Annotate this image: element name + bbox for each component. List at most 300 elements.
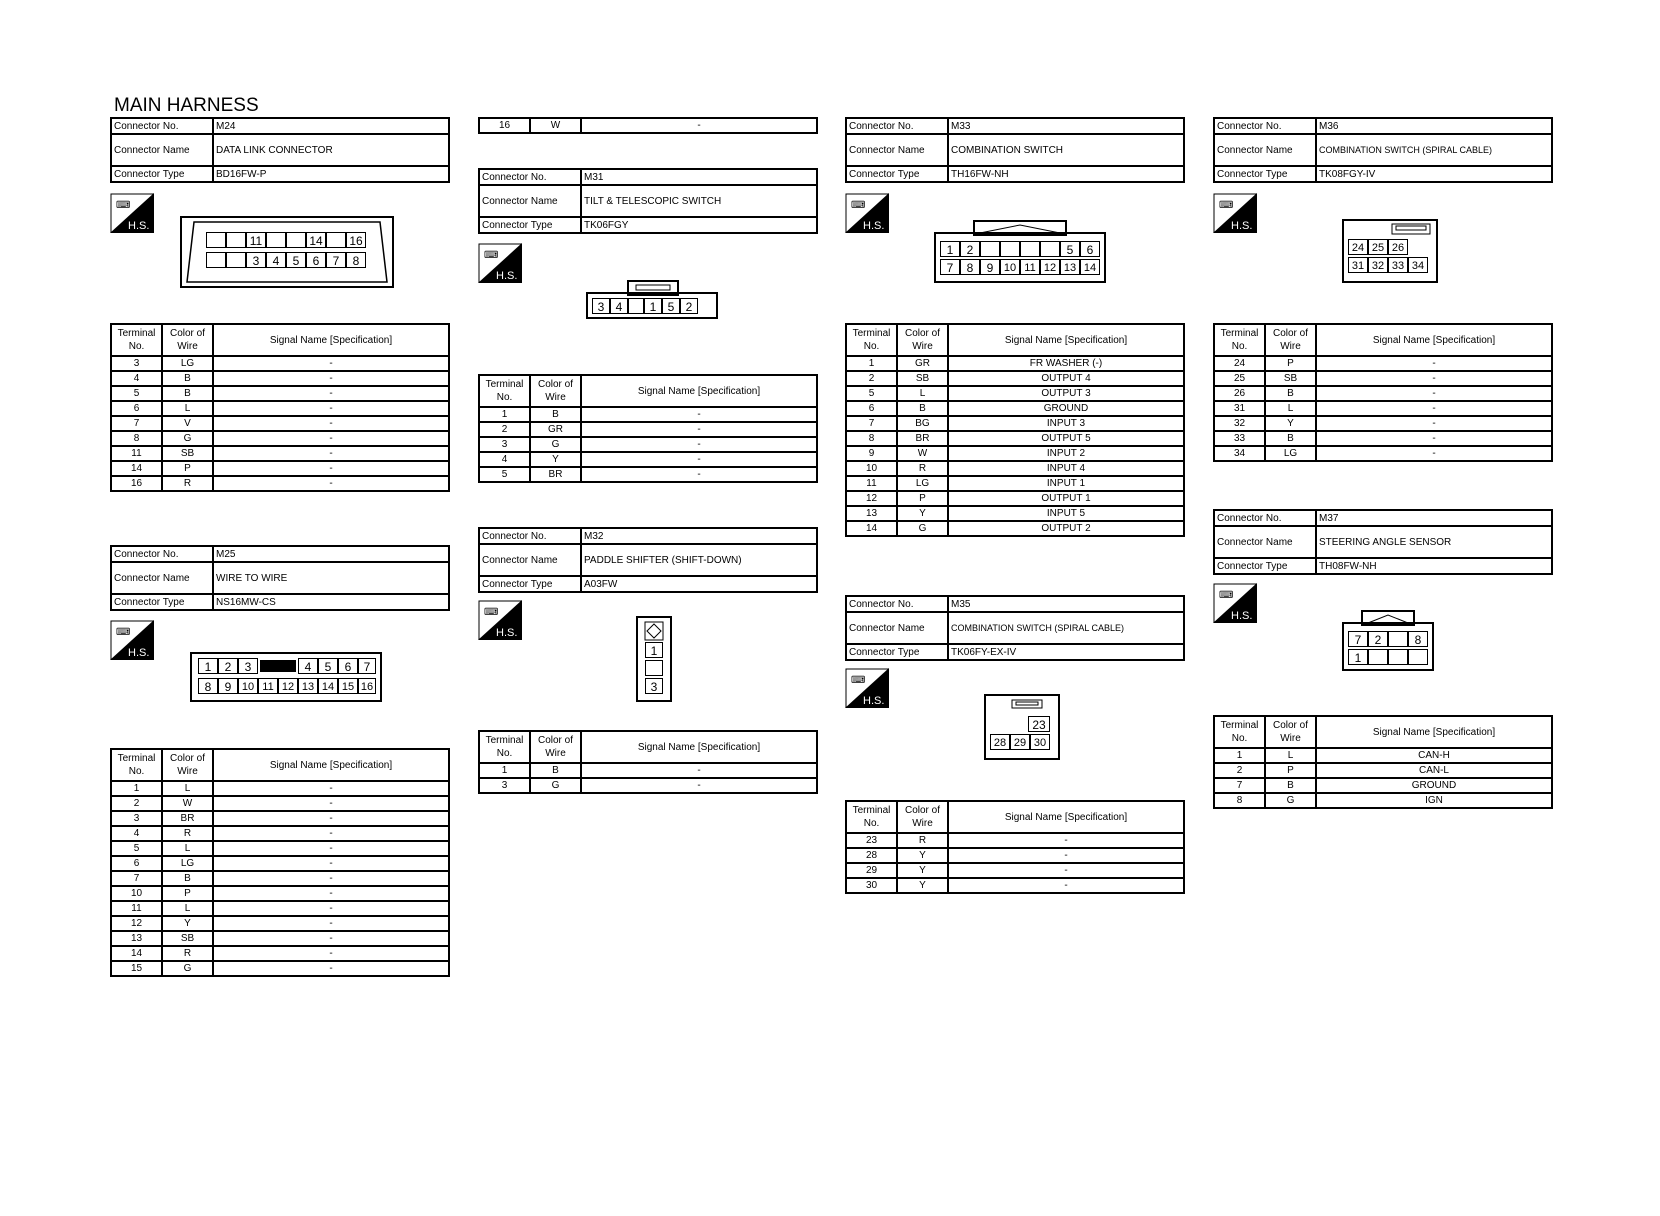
pin: 14 (306, 232, 326, 248)
connector-no: M33 (948, 118, 1184, 134)
pin: 16 (358, 678, 376, 694)
svg-text:H.S.: H.S. (863, 220, 885, 232)
table-row (111, 431, 449, 446)
label-connector-name: Connector Name (1214, 134, 1316, 166)
wire-color-cell: L (162, 401, 213, 416)
pin: 13 (1060, 259, 1080, 275)
terminal-table-m31 (478, 374, 818, 483)
terminal-no-cell: 24 (1214, 356, 1265, 371)
wire-color-cell: LG (897, 476, 948, 491)
header-terminal-no: Terminal No. (479, 731, 530, 763)
signal-name-cell: - (581, 437, 817, 452)
pin: 8 (198, 678, 218, 694)
pin: 8 (960, 259, 980, 275)
signal-name-cell: - (213, 446, 449, 461)
signal-name-cell: - (213, 871, 449, 886)
wire-color-cell: Y (530, 452, 581, 467)
connector-type: A03FW (581, 576, 817, 592)
svg-text:⌨: ⌨ (1219, 590, 1234, 601)
signal-name-cell: - (581, 422, 817, 437)
wire-color-cell: Y (1265, 416, 1316, 431)
svg-text:H.S.: H.S. (496, 627, 518, 639)
header-signal-name: Signal Name [Specification] (581, 375, 817, 407)
label-connector-name: Connector Name (479, 185, 581, 217)
pin: 15 (338, 678, 358, 694)
pin: 9 (980, 259, 1000, 275)
header-terminal-no: Terminal No. (111, 749, 162, 781)
signal-name-cell: - (581, 763, 817, 778)
table-row (1214, 778, 1552, 793)
connector-no: M24 (213, 118, 449, 134)
signal-name-cell: - (1316, 446, 1552, 461)
terminal-no-cell: 14 (846, 521, 897, 536)
terminal-no-cell: 1 (846, 356, 897, 371)
wire-color-cell: P (162, 461, 213, 476)
pin: 5 (662, 298, 680, 314)
table-row (846, 431, 1184, 446)
svg-text:⌨: ⌨ (116, 627, 131, 638)
table-row (1214, 793, 1552, 808)
label-connector-type: Connector Type (846, 166, 948, 182)
wire-color-cell: BR (530, 467, 581, 482)
signal-name-cell: - (948, 833, 1184, 848)
svg-text:H.S.: H.S. (863, 695, 885, 707)
signal-name-cell: - (213, 916, 449, 931)
terminal-no-cell: 11 (111, 901, 162, 916)
connector-m36-diagram (1342, 219, 1438, 283)
signal-name-cell: - (1316, 371, 1552, 386)
terminal-no-cell: 13 (111, 931, 162, 946)
connector-m32-header (478, 527, 818, 593)
connector-m31-diagram (586, 279, 718, 319)
terminal-table-m24 (110, 323, 450, 492)
signal-name-cell: INPUT 2 (948, 446, 1184, 461)
table-row (111, 841, 449, 856)
connector-m35-header (845, 595, 1185, 661)
wire-color-cell: B (162, 386, 213, 401)
signal-name-cell: GROUND (948, 401, 1184, 416)
wire-color-cell: P (897, 491, 948, 506)
signal-name-cell: - (213, 461, 449, 476)
signal-name-cell: - (213, 781, 449, 796)
wire-color-cell: BR (897, 431, 948, 446)
svg-text:⌨: ⌨ (484, 607, 499, 618)
header-color-of-wire: Color of Wire (897, 324, 948, 356)
label-connector-type: Connector Type (479, 217, 581, 233)
signal-name-cell: OUTPUT 5 (948, 431, 1184, 446)
table-row (1214, 431, 1552, 446)
signal-name-cell: - (581, 467, 817, 482)
harness-side-icon (478, 600, 522, 640)
signal-name-cell: - (213, 401, 449, 416)
table-row (479, 407, 817, 422)
table-row (111, 811, 449, 826)
label-connector-type: Connector Type (479, 576, 581, 592)
connector-type: TH08FW-NH (1316, 558, 1552, 574)
terminal-no-cell: 7 (1214, 778, 1265, 793)
svg-text:H.S.: H.S. (496, 270, 518, 282)
header-color-of-wire: Color of Wire (530, 731, 581, 763)
connector-m35-diagram (984, 694, 1060, 760)
connector-type: BD16FW-P (213, 166, 449, 182)
header-signal-name: Signal Name [Specification] (948, 801, 1184, 833)
label-connector-type: Connector Type (111, 594, 213, 610)
terminal-table-m33 (845, 323, 1185, 537)
pin: 23 (1028, 716, 1050, 732)
connector-m37-diagram (1342, 609, 1434, 671)
signal-name-cell: - (1316, 416, 1552, 431)
connector-name: STEERING ANGLE SENSOR (1316, 526, 1552, 558)
connector-no: M32 (581, 528, 817, 544)
pin: 2 (680, 298, 698, 314)
page-title: MAIN HARNESS (114, 95, 259, 116)
terminal-table-m37 (1213, 715, 1553, 809)
wire-color-cell: R (162, 826, 213, 841)
header-signal-name: Signal Name [Specification] (1316, 324, 1552, 356)
pin: 30 (1030, 734, 1050, 750)
signal-name-cell: - (213, 826, 449, 841)
terminal-no-cell: 10 (111, 886, 162, 901)
signal-name-cell: OUTPUT 1 (948, 491, 1184, 506)
wire-color-cell: LG (162, 356, 213, 371)
label-connector-name: Connector Name (111, 562, 213, 594)
pin: 12 (1040, 259, 1060, 275)
table-row (111, 826, 449, 841)
connector-m36-header (1213, 117, 1553, 183)
signal-name-cell: - (581, 407, 817, 422)
signal-name-cell: - (213, 961, 449, 976)
pin: 6 (306, 252, 326, 268)
terminal-no-cell: 8 (1214, 793, 1265, 808)
signal-name-cell: OUTPUT 3 (948, 386, 1184, 401)
label-connector-no: Connector No. (1214, 118, 1316, 134)
table-row (111, 401, 449, 416)
header-signal-name: Signal Name [Specification] (948, 324, 1184, 356)
label-connector-name: Connector Name (846, 134, 948, 166)
signal-name-cell: - (213, 431, 449, 446)
pin: 1 (198, 658, 218, 674)
wire-color-cell: Y (897, 848, 948, 863)
table-row (479, 763, 817, 778)
wire-color-cell: G (162, 961, 213, 976)
signal-name-cell: - (213, 841, 449, 856)
terminal-no-cell: 15 (111, 961, 162, 976)
pin: 1 (940, 241, 960, 257)
pin: 26 (1388, 239, 1408, 255)
harness-side-icon (1213, 193, 1257, 233)
svg-text:⌨: ⌨ (116, 200, 131, 211)
terminal-no-cell: 5 (846, 386, 897, 401)
label-connector-no: Connector No. (111, 118, 213, 134)
table-row (1214, 356, 1552, 371)
terminal-no-cell: 5 (479, 467, 530, 482)
terminal-table-m25 (110, 748, 450, 977)
terminal-no-cell: 1 (479, 763, 530, 778)
signal-name-cell: CAN-H (1316, 748, 1552, 763)
terminal-no-cell: 2 (846, 371, 897, 386)
table-row (846, 863, 1184, 878)
table-row (846, 521, 1184, 536)
wire-color-cell: SB (162, 931, 213, 946)
signal-name-cell: - (948, 878, 1184, 893)
terminal-no-cell: 1 (111, 781, 162, 796)
terminal-no-cell: 3 (479, 437, 530, 452)
pin: 10 (238, 678, 258, 694)
label-connector-no: Connector No. (1214, 510, 1316, 526)
svg-text:⌨: ⌨ (851, 200, 866, 211)
terminal-no-cell: 10 (846, 461, 897, 476)
header-terminal-no: Terminal No. (846, 801, 897, 833)
label-connector-no: Connector No. (479, 528, 581, 544)
signal-name-cell: - (213, 796, 449, 811)
table-row (1214, 401, 1552, 416)
connector-name: COMBINATION SWITCH (SPIRAL CABLE) (1316, 134, 1552, 166)
pin: 25 (1368, 239, 1388, 255)
wire-color-cell: W (897, 446, 948, 461)
wire-color-cell: R (897, 833, 948, 848)
label-connector-type: Connector Type (1214, 558, 1316, 574)
terminal-no-cell: 33 (1214, 431, 1265, 446)
table-row (846, 506, 1184, 521)
signal-name-cell: - (948, 863, 1184, 878)
header-signal-name: Signal Name [Specification] (213, 324, 449, 356)
label-connector-type: Connector Type (111, 166, 213, 182)
connector-m24-header (110, 117, 450, 183)
connector-name: DATA LINK CONNECTOR (213, 134, 449, 166)
table-row (111, 796, 449, 811)
wire-color-cell: SB (897, 371, 948, 386)
table-row (846, 401, 1184, 416)
label-connector-type: Connector Type (846, 644, 948, 660)
pin: 14 (1080, 259, 1100, 275)
label-connector-no: Connector No. (846, 596, 948, 612)
terminal-no-cell: 6 (846, 401, 897, 416)
terminal-table-m25-continued (478, 117, 818, 134)
wire-color-cell: Y (897, 878, 948, 893)
table-row (111, 356, 449, 371)
wire-color-cell: P (1265, 763, 1316, 778)
svg-text:H.S.: H.S. (1231, 220, 1253, 232)
table-row (111, 901, 449, 916)
pin: 5 (1060, 241, 1080, 257)
wire-color-cell: R (162, 946, 213, 961)
header-terminal-no: Terminal No. (846, 324, 897, 356)
wire-color-cell: B (1265, 386, 1316, 401)
wire-color-cell: Y (897, 863, 948, 878)
table-row (111, 461, 449, 476)
table-row (111, 856, 449, 871)
pin: 3 (592, 298, 610, 314)
signal-name-cell: - (1316, 386, 1552, 401)
signal-name-cell: - (213, 811, 449, 826)
connector-m33-header (845, 117, 1185, 183)
header-color-of-wire: Color of Wire (897, 801, 948, 833)
wire-color-cell: SB (1265, 371, 1316, 386)
pin: 1 (644, 298, 662, 314)
wire-color-cell: R (897, 461, 948, 476)
connector-m33-diagram (934, 219, 1106, 283)
pin: 11 (258, 678, 278, 694)
pin: 8 (346, 252, 366, 268)
svg-text:H.S.: H.S. (128, 647, 150, 659)
wire-color-cell: G (897, 521, 948, 536)
wire-color-cell: L (162, 841, 213, 856)
header-color-of-wire: Color of Wire (1265, 716, 1316, 748)
signal-name-cell: - (213, 856, 449, 871)
table-row (479, 452, 817, 467)
signal-name-cell: - (213, 901, 449, 916)
signal-name-cell: - (1316, 356, 1552, 371)
terminal-no-cell: 4 (111, 826, 162, 841)
wire-color-cell: GR (530, 422, 581, 437)
table-row (1214, 748, 1552, 763)
connector-type: TK08FGY-IV (1316, 166, 1552, 182)
terminal-no-cell: 13 (846, 506, 897, 521)
signal-name-cell: - (1316, 401, 1552, 416)
wire-color-cell: LG (162, 856, 213, 871)
terminal-no-cell: 12 (111, 916, 162, 931)
wire-color-cell: B (162, 871, 213, 886)
wire-color-cell: LG (1265, 446, 1316, 461)
wire-color-cell: B (162, 371, 213, 386)
table-row (1214, 386, 1552, 401)
lock-tab (260, 660, 296, 672)
terminal-no-cell: 32 (1214, 416, 1265, 431)
terminal-no-cell: 26 (1214, 386, 1265, 401)
table-row (111, 781, 449, 796)
terminal-no-cell: 7 (846, 416, 897, 431)
wire-color-cell: B (1265, 778, 1316, 793)
header-color-of-wire: Color of Wire (1265, 324, 1316, 356)
table-row (846, 833, 1184, 848)
wire-color-cell: V (162, 416, 213, 431)
table-row (1214, 416, 1552, 431)
table-row (846, 878, 1184, 893)
header-color-of-wire: Color of Wire (530, 375, 581, 407)
wire-color-cell: G (162, 431, 213, 446)
table-row (846, 356, 1184, 371)
pin: 4 (266, 252, 286, 268)
wire-color-cell: G (530, 437, 581, 452)
pin: 24 (1348, 239, 1368, 255)
wire-color-cell: W (162, 796, 213, 811)
signal-name-cell: GROUND (1316, 778, 1552, 793)
pin: 2 (218, 658, 238, 674)
signal-name-cell: - (213, 371, 449, 386)
terminal-no-cell: 2 (479, 422, 530, 437)
label-connector-no: Connector No. (479, 169, 581, 185)
table-row (1214, 371, 1552, 386)
terminal-no-cell: 7 (111, 416, 162, 431)
signal-name-cell: OUTPUT 4 (948, 371, 1184, 386)
terminal-no-cell: 11 (111, 446, 162, 461)
harness-side-icon (110, 193, 154, 233)
connector-type: TK06FY-EX-IV (948, 644, 1184, 660)
wire-color-cell: B (530, 763, 581, 778)
terminal-no-cell: 16 (479, 118, 530, 133)
label-connector-name: Connector Name (1214, 526, 1316, 558)
connector-type: NS16MW-CS (213, 594, 449, 610)
table-row (111, 946, 449, 961)
terminal-no-cell: 8 (111, 431, 162, 446)
connector-no: M31 (581, 169, 817, 185)
signal-name-cell: - (213, 931, 449, 946)
terminal-no-cell: 11 (846, 476, 897, 491)
wire-color-cell: L (162, 901, 213, 916)
table-row (111, 961, 449, 976)
pin: 11 (246, 232, 266, 248)
header-color-of-wire: Color of Wire (162, 749, 213, 781)
header-signal-name: Signal Name [Specification] (1316, 716, 1552, 748)
terminal-no-cell: 9 (846, 446, 897, 461)
pin: 2 (960, 241, 980, 257)
header-signal-name: Signal Name [Specification] (213, 749, 449, 781)
signal-name-cell: OUTPUT 2 (948, 521, 1184, 536)
signal-name-cell: - (581, 118, 817, 133)
label-connector-type: Connector Type (1214, 166, 1316, 182)
pin: 16 (346, 232, 366, 248)
pin: 10 (1000, 259, 1020, 275)
terminal-no-cell: 14 (111, 946, 162, 961)
pin: 3 (246, 252, 266, 268)
terminal-no-cell: 31 (1214, 401, 1265, 416)
terminal-table-m36 (1213, 323, 1553, 462)
table-row (846, 461, 1184, 476)
table-row (111, 371, 449, 386)
signal-name-cell: IGN (1316, 793, 1552, 808)
header-terminal-no: Terminal No. (479, 375, 530, 407)
pin: 4 (298, 658, 318, 674)
terminal-no-cell: 30 (846, 878, 897, 893)
pin: 32 (1368, 257, 1388, 273)
terminal-no-cell: 5 (111, 386, 162, 401)
pin: 5 (318, 658, 338, 674)
table-row (111, 386, 449, 401)
wire-color-cell: L (1265, 401, 1316, 416)
terminal-no-cell: 1 (1214, 748, 1265, 763)
table-row (111, 871, 449, 886)
terminal-no-cell: 3 (111, 356, 162, 371)
terminal-no-cell: 6 (111, 401, 162, 416)
signal-name-cell: FR WASHER (-) (948, 356, 1184, 371)
terminal-no-cell: 16 (111, 476, 162, 491)
header-terminal-no: Terminal No. (1214, 324, 1265, 356)
signal-name-cell: INPUT 3 (948, 416, 1184, 431)
svg-text:⌨: ⌨ (1219, 200, 1234, 211)
wire-color-cell: P (162, 886, 213, 901)
table-row (846, 491, 1184, 506)
pin: 5 (286, 252, 306, 268)
label-connector-name: Connector Name (846, 612, 948, 644)
terminal-no-cell: 3 (479, 778, 530, 793)
table-row (846, 371, 1184, 386)
connector-name: PADDLE SHIFTER (SHIFT-DOWN) (581, 544, 817, 576)
svg-text:⌨: ⌨ (484, 250, 499, 261)
table-row (479, 437, 817, 452)
terminal-table-m32 (478, 730, 818, 794)
terminal-no-cell: 7 (111, 871, 162, 886)
pin: 7 (358, 658, 376, 674)
pin: 6 (1080, 241, 1100, 257)
wire-color-cell: L (897, 386, 948, 401)
wire-color-cell: Y (162, 916, 213, 931)
table-row (479, 778, 817, 793)
pin: 7 (1348, 631, 1368, 647)
connector-name: COMBINATION SWITCH (SPIRAL CABLE) (948, 612, 1184, 644)
wire-color-cell: G (1265, 793, 1316, 808)
pin: 33 (1388, 257, 1408, 273)
wire-color-cell: B (897, 401, 948, 416)
